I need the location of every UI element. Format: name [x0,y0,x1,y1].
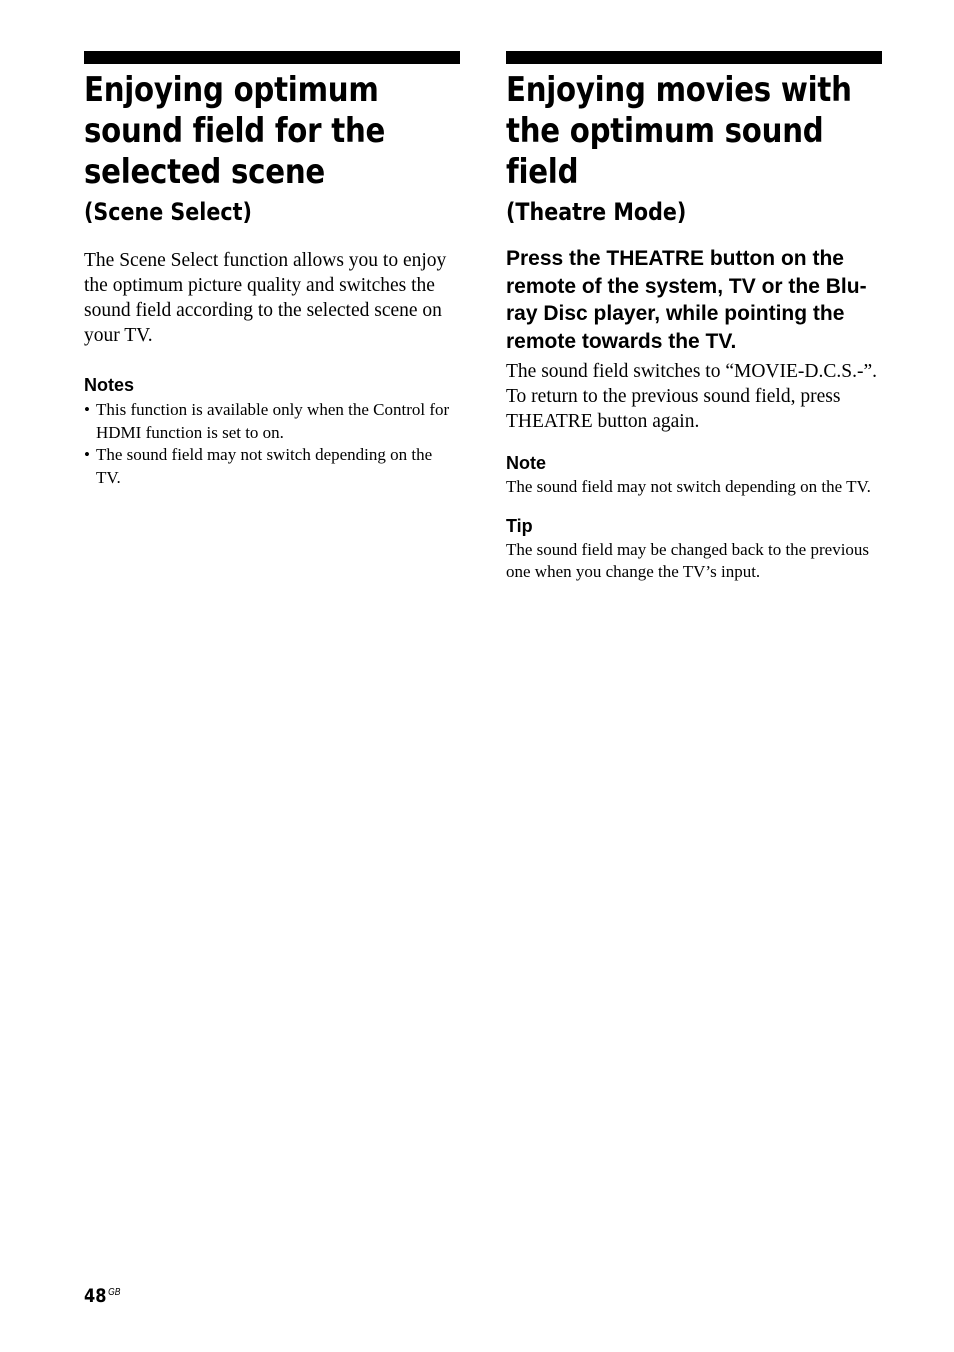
section-scene-select [84,51,460,490]
tip-text: The sound field may be changed back to the previous one when you change the TV’s input. [506,539,870,582]
bullet-icon: • [84,445,90,465]
section-subtitle: (Theatre Mode) [506,198,687,226]
notes-list [84,399,460,490]
step-result: The sound field switches to “MOVIE-D.C.S.-”. [506,361,877,382]
section-title: Enjoying optimum sound field for the selected scene [84,70,386,192]
section-body: The Scene Select function allows you to enjoy the optimum picture quality and switches the sound field according to the selected scene on your TV. [84,250,447,346]
section-rule [84,51,460,64]
notes-heading: Notes [84,375,135,395]
tip-heading: Tip [506,515,533,536]
section-title: Enjoying movies with the optimum sound field [506,70,852,192]
list-item: • The sound field may not switch depending on the TV. [84,445,433,488]
step-return-info: To return to the previous sound field, press THEATRE button again. [506,386,841,432]
page-number: 48 $^{GB}$ [84,1285,121,1307]
note-heading: Note [506,453,546,473]
bullet-icon: • [84,400,90,419]
list-item: • This function is available only when the Control for HDMI function is set to on. [84,400,450,442]
section-subtitle: (Scene Select) [84,198,252,226]
note-text: The sound field may not switch depending on the TV. [506,477,871,496]
region-code: GB [108,1287,121,1298]
instruction-step: Press the THEATRE button on the remote of the system, TV or the Blu-ray Disc player, while pointing the remote towards the TV. [506,247,867,353]
section-theatre-mode [506,51,882,584]
section-rule [506,51,882,64]
